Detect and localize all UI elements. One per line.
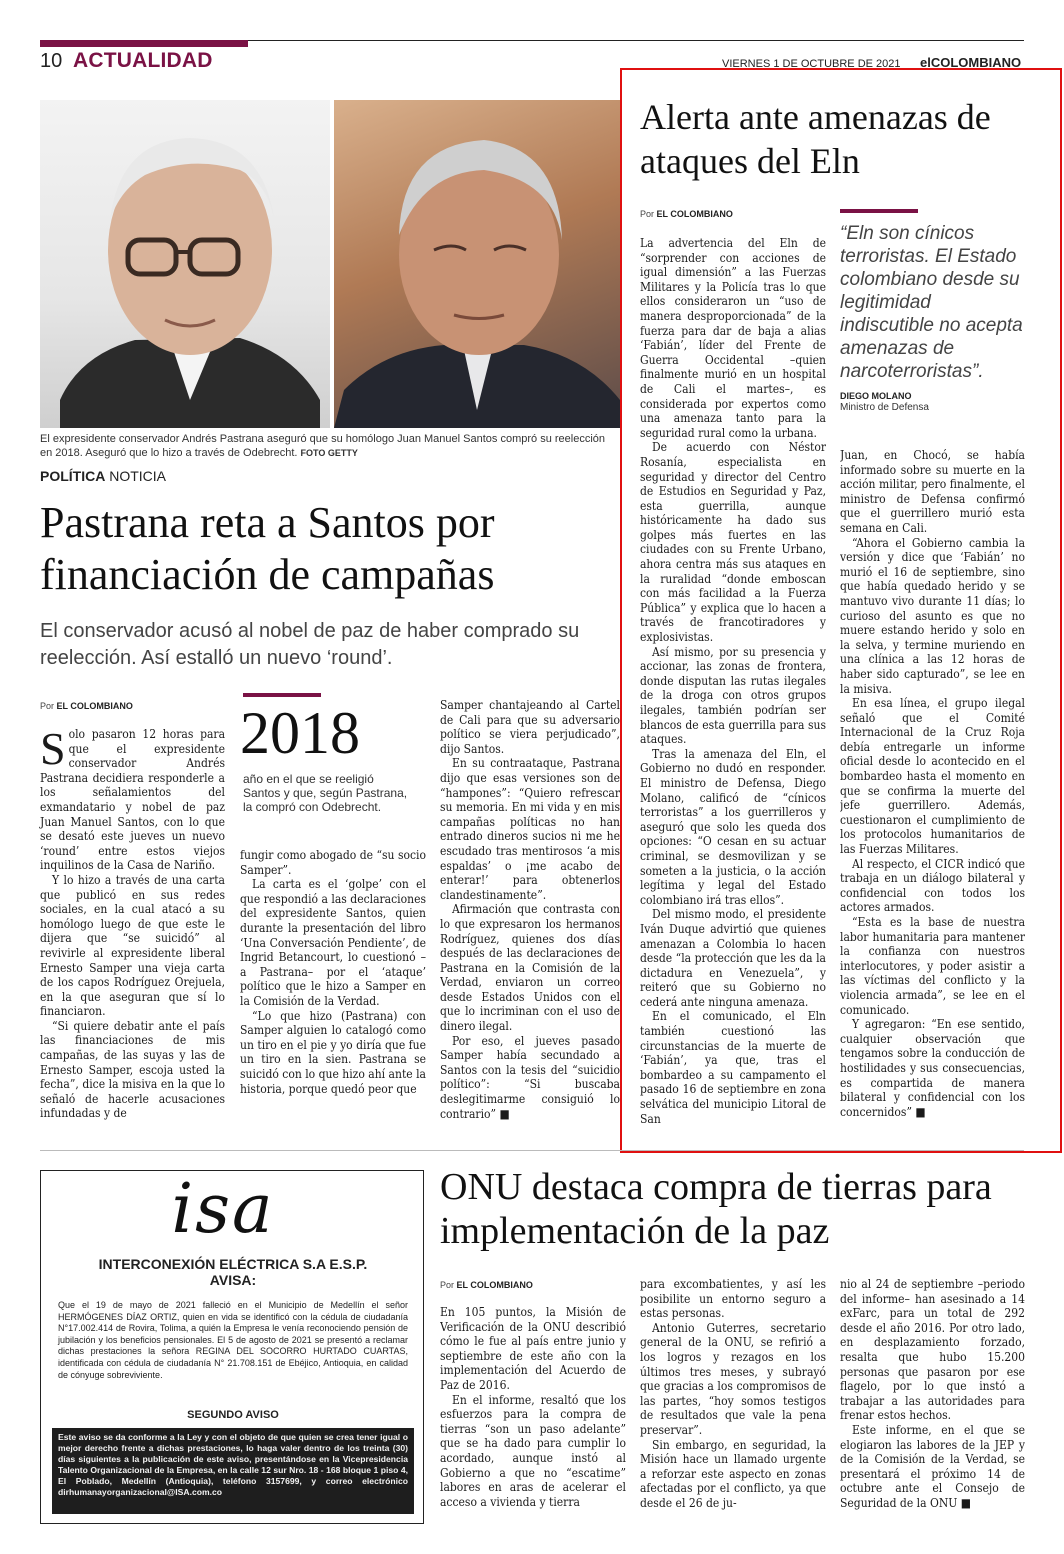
paragraph: “Ahora el Gobierno cambia la versión y dice que ‘Fabián’ no murió el 16 de septiembre, sino que había quedado herido y se mantuvo vivo durante 11 días; lo curioso del asunto es que no muere estando herido y solo en la selva, y termine muriendo en una clínica a las 12 horas de haber sido capturado”, se lee en la misiva. [840, 535, 1025, 696]
main-byline [40, 701, 133, 711]
issue-date: VIERNES 1 DE OCTUBRE DE 2021 [722, 58, 901, 70]
masthead-logo: elCOLOMBIANO [920, 55, 1022, 70]
paragraph: En esa línea, el grupo ilegal señaló que el Comité Internacional de la Cruz Roja debía entregarle un informe oficial desde lo acontecido en el bombardeo hasta el momento en que se confirma la muerte del jefe guerrillero. Además, cuestionaron el cumplimiento de los protocolos humanitarios de las Fuerzas Militares. [840, 696, 1025, 857]
paragraph: Y agregaron: “En ese sentido, cualquier observación que tengamos sobre la conducción de hostilidades y sus consecuencias, es compartida de manera bilateral y confidencial con los concernidos” ■ [840, 1017, 1025, 1119]
main-deck: El conservador acusó al nobel de paz de haber comprado su reelección. Así estalló un nuevo ‘round’. [40, 620, 580, 669]
story-kicker [40, 468, 166, 484]
ad-heading: AVISA: [209, 1272, 257, 1288]
quote-author: DIEGO MOLANO [840, 391, 912, 401]
photo-santos [334, 100, 620, 428]
section-divider [40, 1150, 1024, 1151]
pull-quote: “Eln son cínicos terroristas. El Estado colombiano desde su legitimidad indiscutible no acepta amenazas de narcoterroristas”. [840, 223, 1023, 382]
main-column-2 [240, 848, 426, 1096]
section-accent-bar [40, 40, 248, 47]
section-name: ACTUALIDAD [73, 49, 213, 72]
side-column-2 [840, 448, 1025, 1131]
photo-credit: FOTO GETTY [300, 448, 358, 458]
paragraph: Este informe, en el que se elogiaron las labores de la JEP y de la Comisión de la Verdad, se presentará el próximo 14 de octubre ante el Consejo de Seguridad de la ONU ■ [840, 1422, 1025, 1510]
onu-byline [440, 1280, 533, 1290]
onu-column-3 [840, 1277, 1025, 1520]
paragraph: Por eso, el jueves pasado Samper había secundado a Santos con la tesis del “suicidio político”: “Si buscaba deslegitimarme consiguió lo contrario” ■ [440, 1033, 620, 1121]
ad-footer-text: Este aviso se da conforme a la Ley y con el objeto de que quien se crea tener igual o mejor derecho frente a dichas prestaciones, lo haga valer dentro de los treinta (30) días siguientes a la publicación de este aviso, presentándose en la Vicepresidencia Talento Organizacional de la Empresa, en la calle 12 sur Nro. 18 - 168 bloque 1 piso 4, El Poblado, Medellín (Antioquia), teléfono 3157699, y correo electrónico dirhumanayorganizacional@ISA.com.co [58, 1432, 408, 1497]
ad-company-name: INTERCONEXIÓN ELÉCTRICA S.A E.S.P. [98, 1256, 368, 1272]
byline-prefix: Por [40, 701, 57, 711]
main-column-3 [440, 698, 620, 1138]
quote-accent-bar [840, 209, 918, 213]
paragraph: La advertencia del Eln de “sorprender con acciones de igual dimensión” a las Fuerzas Militares y la Policía tras lo que ellos consideraron un “uso de manera desproporcionada” de la fuerza para dar de baja a alias ‘Fabián’, líder del Frente de Guerra Occidental –quien finalmente murió en un hospital de Cali el martes–, es considerada por expertos como una amenaza tanto para la seguridad rural como la urbana. [640, 236, 826, 440]
paragraph: fungir como abogado de “su socio Samper”. [240, 848, 426, 877]
paragraph: Al respecto, el CICR indicó que trabaja en un diálogo bilateral y confidencial con todos los actores armados. [840, 856, 1025, 915]
quote-author-role: Ministro de Defensa [840, 402, 929, 413]
caption-text: El expresidente conservador Andrés Pastrana aseguró que su homólogo Juan Manuel Santos compró su reelección en 2018. Aseguró que lo hizo a través de Odebrecht. [40, 433, 606, 459]
kicker-type: NOTICIA [105, 468, 167, 484]
paragraph: nio al 24 de septiembre –periodo del informe– han asesinado a 14 exFarc, para un total de 292 desde el año 2016. Por otro lado, en desplazamiento forzado, resalta que hubo 15.200 personas que pasaron por ese flagelo, por lo que instó a trabajar a las autoridades para frenar estos hechos. [840, 1277, 1025, 1423]
byline-author: EL COLOMBIANO [56, 701, 133, 711]
paragraph: para excombatientes, y así les posibilite un entorno seguro a estas personas. [640, 1277, 826, 1321]
page-number: 10 [40, 50, 63, 72]
paragraph: Antonio Guterres, secretario general de la ONU, se refirió a los logros y rezagos en los últimos tres meses, y subrayó que gracias a los compromisos de las partes, “hoy somos testigos de resultados que vale la pena preservar”. [640, 1320, 826, 1437]
paragraph: En 105 puntos, la Misión de Verificación de la ONU describió cómo le fue al país entre junio y septiembre de este año con la implementación del Acuerdo de Paz de 2016. [440, 1305, 626, 1392]
side-headline[interactable]: Alerta ante amenazas de ataques del Eln [640, 97, 991, 181]
onu-column-2 [640, 1277, 826, 1520]
paragraph: De acuerdo con Néstor Rosanía, especialista en seguridad y director del Centro de Estudios en Seguridad y Paz, esta guerrilla, aunque históricamente ha dado sus golpes más fuertes en las ciudades con su Frente Urbano, ahora centra más sus ataques en la ruralidad “donde emboscan con más facilidad a la Fuerza Pública” y explica que lo hacen a través de francotiradores y explosivistas. [640, 440, 826, 645]
stat-number: 2018 [240, 700, 360, 766]
paragraph: Samper chantajeando al Cartel de Cali para que su adversario político se viera perjudicado”, dijo Santos. [440, 698, 620, 756]
paragraph: Y lo hizo a través de una carta que publicó en sus redes sociales, en la cual atacó a su homólogo luego de que este le dijera que “se suicidó” al revivirle al expresidente liberal Ernesto Samper una vieja carta de los capos Rodríguez Orejuela, en la que aseguran que sí lo financiaron. [40, 872, 225, 1019]
kicker-category: POLÍTICA [40, 468, 106, 484]
stat-description: año en el que se reeligió Santos y que, según Pastrana, la compró con Odebrecht. [243, 772, 408, 814]
photo-pastrana [40, 100, 330, 428]
paragraph: Del mismo modo, el presidente Iván Duque advirtió que quienes amenazan a Colombia lo hacen desde “la protección que les da la dictadura en Venezuela”, y reiteró que su Gobierno no cederá ante ninguna amenaza. [640, 907, 826, 1009]
onu-column-1 [440, 1305, 626, 1520]
paragraph: La carta es el ‘golpe’ con el que respondió a las declaraciones del expresidente Santos, quien durante la presentación del libro ‘Una Conversación Pendiente’, de Ingrid Betancourt, lo cuestionó –a Pastrana– por el ‘ataque’ político que le hizo a Samper en la Comisión de la Verdad. [240, 877, 426, 1008]
byline-author: EL COLOMBIANO [656, 209, 733, 219]
byline-prefix: Por [440, 1280, 457, 1290]
byline-author: EL COLOMBIANO [456, 1280, 533, 1290]
onu-headline[interactable]: ONU destaca compra de tierras para implementación de la paz [440, 1166, 992, 1252]
paragraph: Tras la amenaza del Eln, el Gobierno no dudó en responder. El ministro de Defensa, Diego Molano, calificó de “cínicos terroristas” a los guerrilleros y aseguró que solo les queda dos opciones: “O cesan en su actuar criminal, se desmovilizan y se someten a la justicia, o la acción legítima y legal del Estado colombiano irá tras ellos”. [640, 746, 826, 907]
byline-prefix: Por [640, 209, 657, 219]
main-column-1 [40, 723, 225, 1121]
drop-cap: S [40, 723, 66, 774]
paragraph: “Si quiere debatir ante el país las financiaciones de mis campañas, de las suyas y las de Ernesto Samper, escoja usted la fecha”, dice la misiva en la que lo señaló de hacerle acusaciones infundadas y de [40, 1018, 225, 1121]
ad-body-text: Que el 19 de mayo de 2021 falleció en el Municipio de Medellín el señor HERMÓGENES DÍAZ ORTIZ, quien en vida se identificó con la cédula de ciudadanía N°17.002.414 de Rovira, Tolima, a quién la Empresa le venía reconociendo pensión de jubilación y los beneficios pensionales. El 5 de agosto de 2021 se presentó a reclamar dichas prestaciones la señora REGINA DEL SOCORRO HURTADO CUARTAS, identificada con cédula de ciudadanía N° 21.708.151 de Ebéjico, Antioquia, en calidad de cónyuge sobreviviente. [58, 1300, 408, 1380]
stat-accent-bar [243, 693, 321, 697]
paragraph: Juan, en Chocó, se había informado sobre su muerte en la acción militar, pero finalmente, el ministro de Defensa confirmó que el guerrillero murió esta semana en Cali. [840, 448, 1025, 535]
paragraph: Sin embargo, en seguridad, la Misión hace un llamado urgente a reforzar este aspecto en zonas afectadas por el conflicto, ya que desde el 26 de ju- [640, 1437, 826, 1510]
paragraph: Así mismo, por su presencia y accionar, las zonas de frontera, donde disputan las rutas ilegales de la droga con otros grupos ilegales, también podrían ser blancos de esta guerrilla para sus ataques. [640, 644, 826, 747]
paragraph: Afirmación que contrasta con lo que expresaron los hermanos Rodríguez, quienes dos días después de las declaraciones de Pastrana en la Comisión de la Verdad, enviaron un correo desde Estados Unidos con el que lo incriminan con el uso de dinero ilegal. [440, 902, 620, 1034]
paragraph: “Esta es la base de nuestra labor humanitaria para mantener la confianza con nuestros interlocutores, y poder asistir a las víctimas del conflicto y la violencia armada”, se lee en el comunicado. [840, 915, 1025, 1017]
ad-second-notice: SEGUNDO AVISO [187, 1409, 279, 1421]
side-column-1 [640, 236, 826, 1131]
photo-caption [40, 432, 620, 460]
paragraph: En el comunicado, el Eln también cuestionó las circunstancias de la muerte de ‘Fabián’, ya que, tras el bombardeo a su campamento el pasado 16 de septiembre en zona selvática del municipio Litoral de San [640, 1009, 826, 1126]
paragraph: “Lo que hizo (Pastrana) con Samper alguien lo catalogó como un tiro en el pie y yo diría que fue un tiro en la sien. Pastrana se suicidó con lo que hizo ahí ante la historia, porque quedó peor que [240, 1008, 426, 1096]
paragraph: olo pasaron 12 horas para que el expresidente conservador Andrés Pastrana decidiera responderle a los señalamientos del exmandatario y nobel de paz Juan Manuel Santos, con lo que se desató este jueves un nuevo ‘round’ entre estos viejos inquilinos de la Casa de Nariño. [40, 727, 225, 873]
main-headline[interactable]: Pastrana reta a Santos por financiación de campañas [40, 498, 495, 599]
isa-logo: isa [171, 1170, 275, 1249]
paragraph: En el informe, resaltó que los esfuerzos para la compra de tierras “son un paso adelante” que se ha dado para cumplir lo acordado, aunque instó al Gobierno a que no “escatime” labores en aras de acelerar el acceso a vivienda y tierra [440, 1392, 626, 1509]
side-byline [640, 209, 733, 219]
paragraph: En su contraataque, Pastrana dijo que esas versiones son de “hampones”: “Quiero refrescar su memoria. En mi vida y en mis campañas políticas no han entrado dineros sucios ni me he escudado tras mentirosos ‘a mis espaldas’ o ¡me acabo de enterar!’ para obtenerlos clandestinamente”. [440, 756, 620, 902]
